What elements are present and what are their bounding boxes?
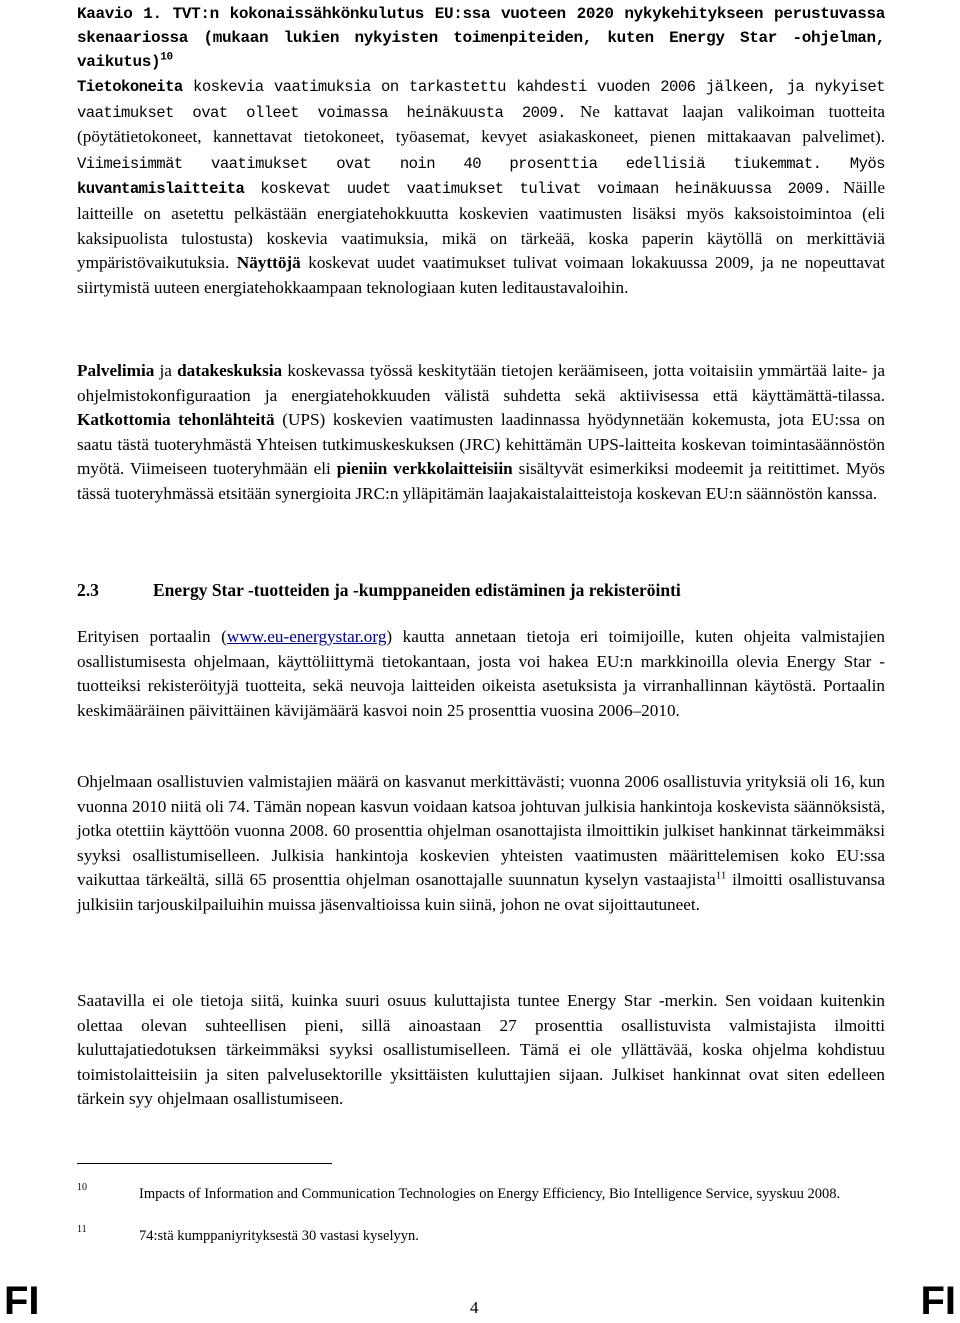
paragraph-portal: Erityisen portaalin (www.eu-energystar.org) kautta annetaan tietoja eri toimijoille, kuten ohjeita valmistajien osallistumisesta ohjelmaan, käyttöliittymä tietokantaan, josta voi hakea EU:n markkinoilla olevia Energy Star -tuotteiksi rekisteröityjä tuotteita, sekä neuvoja laitteiden oikeista asetuksista ja virranhallinnan käytöstä. Portaalin keskimääräinen päivittäinen kävijämäärä kasvoi noin 25 prosenttia vuosina 2006–2010. (77, 627, 885, 720)
section-heading (77, 578, 885, 602)
term-displays: Näyttöjä (236, 253, 301, 273)
footnote-separator (77, 1163, 332, 1164)
figure-caption (77, 2, 885, 74)
footnote-ref-11[interactable]: 11 (715, 869, 727, 882)
paragraph-consumer-awareness: Saatavilla ei ole tietoja siitä, kuinka suuri osuus kuluttajista tuntee Energy Star -merkin. Sen voidaan kuitenkin olettaa olevan suhteellisen pieni, sillä ainoastaan 27 prosenttia osallistuvista valmistajista ilmoitti kuluttajatiedotuksen tärkeimmäksi syyksi osallistumiselleen. Tämä ei ole yllättävää, koska ohjelma kohdistuu toimistolaitteisiin ja siten palvelusektorille yksittäisten kuluttajien sijaan. Julkiset hankinnat ovat siten edelleen tärkein syy ohjelmaan osallistumiseen. (77, 991, 885, 1109)
portal-link[interactable]: www.eu-energystar.org (226, 627, 387, 646)
language-code-right: FI (920, 1279, 956, 1323)
language-code-left: FI (4, 1279, 40, 1323)
page-number: 4 (470, 1298, 479, 1317)
figure-caption-text: Kaavio 1. TVT:n kokonaissähkönkulutus EU:ssa vuoteen 2020 nykykehitykseen perustuvassa skenaariossa (mukaan lukien nykyisten toimenpiteiden, kuten Energy Star -ohjelman, vaikutus) (77, 5, 885, 71)
footnote-ref-10[interactable]: 10 (160, 51, 173, 64)
term-imaging: kuvantamislaitteita (77, 180, 245, 199)
body-block-computers (77, 2, 885, 300)
paragraph-manufacturers: Ohjelmaan osallistuvien valmistajien määrä on kasvanut merkittävästi; vuonna 2006 osallistuvia yrityksiä oli 16, kun vuonna 2010 niitä oli 74. Tämän nopean kasvun voidaan katsoa johtuvan julkisia hankintoja koskevista säännöksistä, jotka otettiin käyttöön vuonna 2008. 60 prosenttia ohjelman osanottajista ilmoittikin julkiset hankinnat tärkeimmäksi syyksi osallistumiselleen. Julkisia hankintoja koskevien yhteisten vaatimusten määrittelemisen koko EU:ssa vaikuttaa tärkeältä, sillä 65 prosenttia ohjelman osanottajalle suunnatun kyselyn vastaajista$^{11}$ ilmoitti osallistuvansa julkisiin tarjouskilpailuihin muissa jäsenvaltioissa kuin siinä, johon ne ovat sijoittautuneet. (77, 772, 885, 914)
paragraph-computers: Tietokoneita koskevia vaatimuksia on tarkastettu kahdesti vuoden 2006 jälkeen, ja nykyiset vaatimukset ovat olleet voimassa heinäkuusta 2009. Ne kattavat laajan valikoiman tuotteita (pöytätietokoneet, kannettavat tietokoneet, työasemat, kevyet asiakaskoneet, pienen mittakaavan palvelimet). Viimeisimmät vaatimukset ovat noin 40 prosenttia edellisiä tiukemmat. Myös kuvantamislaitteita koskevat uudet vaatimukset tulivat voimaan heinäkuussa 2009. Näille laitteille on asetettu pelkästään energiatehokkuutta koskevien vaatimusten lisäksi myös kaksoistoimintoa (eli kaksipuolista tulostusta) koskevia vaatimuksia, mikä on tärkeää, koska paperin käytöllä on merkittäviä ympäristövaikutuksia. Näyttöjä koskevat uudet vaatimukset tulivat voimaan lokakuussa 2009, ja ne nopeuttavat siirtymistä uuteen energiatehokkaampaan teknologiaan kuten leditaustavaloihin. (77, 78, 886, 297)
term-computers: Tietokoneita (77, 78, 183, 96)
paragraph-servers: Palvelimia ja datakeskuksia koskevassa työssä keskitytään tietojen keräämiseen, jotta voitaisiin ymmärtää laite- ja ohjelmistokonfiguraation ja energiatehokkuuden välistä suhdetta sekä aktiivisessa että käyttämättä-tilassa. Katkottomia tehonlähteitä (UPS) koskevien vaatimusten laadinnassa hyödynnetään kokemusta, jota EU:ssa on saatu tästä tuoteryhmästä Yhteisen tutkimuskeskuksen (JRC) kehittämän UPS-laitteita koskevan toimintasäännöstön myötä. Viimeiseen tuoteryhmään eli pieniin verkkolaitteisiin sisältyvät esimerkiksi modeemit ja reitittimet. Myös tässä tuoteryhmässä etsitään synergioita JRC:n ylläpitämän laajakaistalaitteistoja koskevan EU:n säännöstön kanssa. (77, 361, 885, 503)
section-title: Energy Star -tuotteiden ja -kumppaneiden edistäminen ja rekisteröinti (153, 580, 681, 600)
section-number: 2.3 (77, 580, 99, 600)
